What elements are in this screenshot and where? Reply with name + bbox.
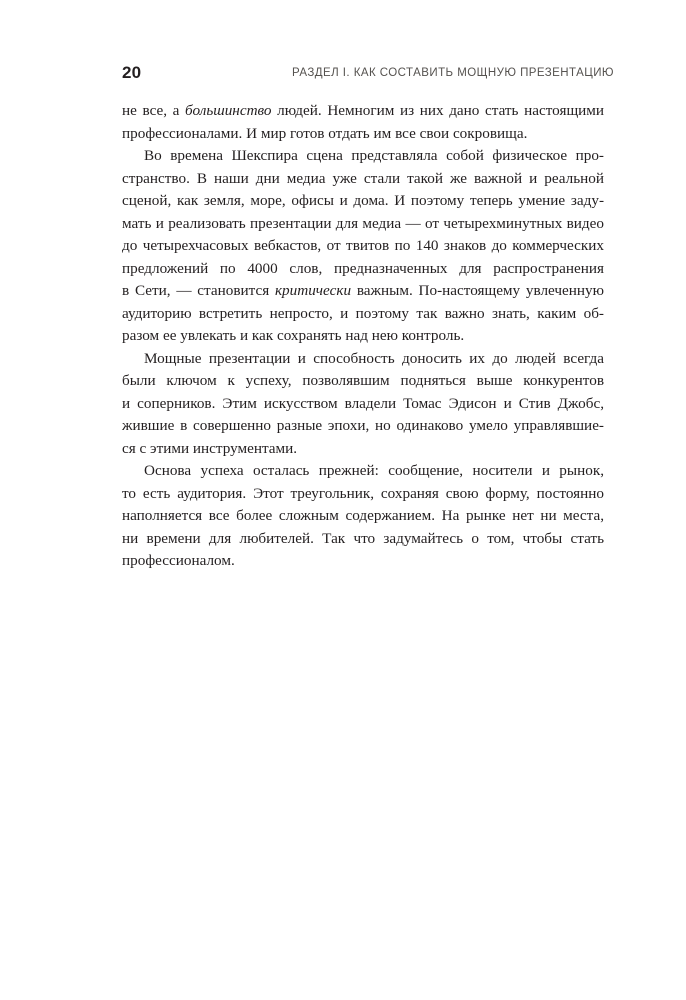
text-line: профессионалами. И мир готов отдать им все свои сокровища.	[122, 124, 528, 142]
text-line: сценой, как земля, море, офисы и дома. И поэтому теперь умение заду-	[122, 192, 604, 209]
text-line: были ключом к успеху, позволявшим подняться выше конкурентов	[122, 372, 604, 389]
paragraph	[122, 100, 604, 145]
italic-emphasis: большинство	[185, 102, 272, 119]
text-line: в Сети, — становится критически важным. По-настоящему увлеченную	[122, 282, 604, 299]
page-number: 20	[122, 63, 142, 82]
italic-emphasis: критически	[274, 282, 352, 299]
text-line: Основа успеха осталась прежней: сообщение, носители и рынок,	[144, 462, 604, 479]
text-line: разом ее увлекать и как сохранять над нею контроль.	[122, 327, 465, 344]
text-line: странство. В наши дни медиа уже стали такой же важной и реальной	[122, 169, 604, 187]
text-line: жившие в совершенно разные эпохи, но одинаково умело управлявшие-	[122, 417, 604, 434]
text-line: профессионалом.	[122, 552, 235, 569]
text-line: ни времени для любителей. Так что задумайтесь о том, чтобы стать	[122, 529, 604, 547]
text-line: наполняется все более сложным содержанием. На рынке нет ни места,	[122, 507, 604, 524]
text-line: Мощные презентации и способность доносить их до людей всегда	[144, 349, 604, 367]
paragraph	[122, 348, 604, 461]
text-line: и соперников. Этим искусством владели Томас Эдисон и Стив Джобс,	[122, 394, 604, 412]
text-line: до четырехчасовых вебкастов, от твитов по 140 знаков до коммерческих	[122, 237, 604, 254]
section-title: РАЗДЕЛ I. КАК СОСТАВИТЬ МОЩНУЮ ПРЕЗЕНТАЦИЮ	[292, 67, 614, 79]
text-line: Во времена Шекспира сцена представляла собой физическое про-	[144, 147, 604, 164]
body-text	[122, 100, 604, 573]
text-line: предложений по 4000 слов, предназначенных для распространения	[122, 259, 604, 277]
text-line: мать и реализовать презентации для медиа — от четырехминутных видео	[122, 214, 604, 232]
running-header	[122, 62, 614, 86]
paragraph	[122, 460, 604, 573]
text-line: ся с этими инструментами.	[122, 439, 298, 457]
text-line: аудиторию встретить непросто, и поэтому так важно знать, каким об-	[122, 304, 604, 322]
paragraph	[122, 145, 604, 348]
text-line: то есть аудитория. Этот треугольник, сохраняя свою форму, постоянно	[122, 484, 604, 502]
text-line: не все, а большинство людей. Немногим из них дано стать настоящими	[122, 102, 605, 119]
